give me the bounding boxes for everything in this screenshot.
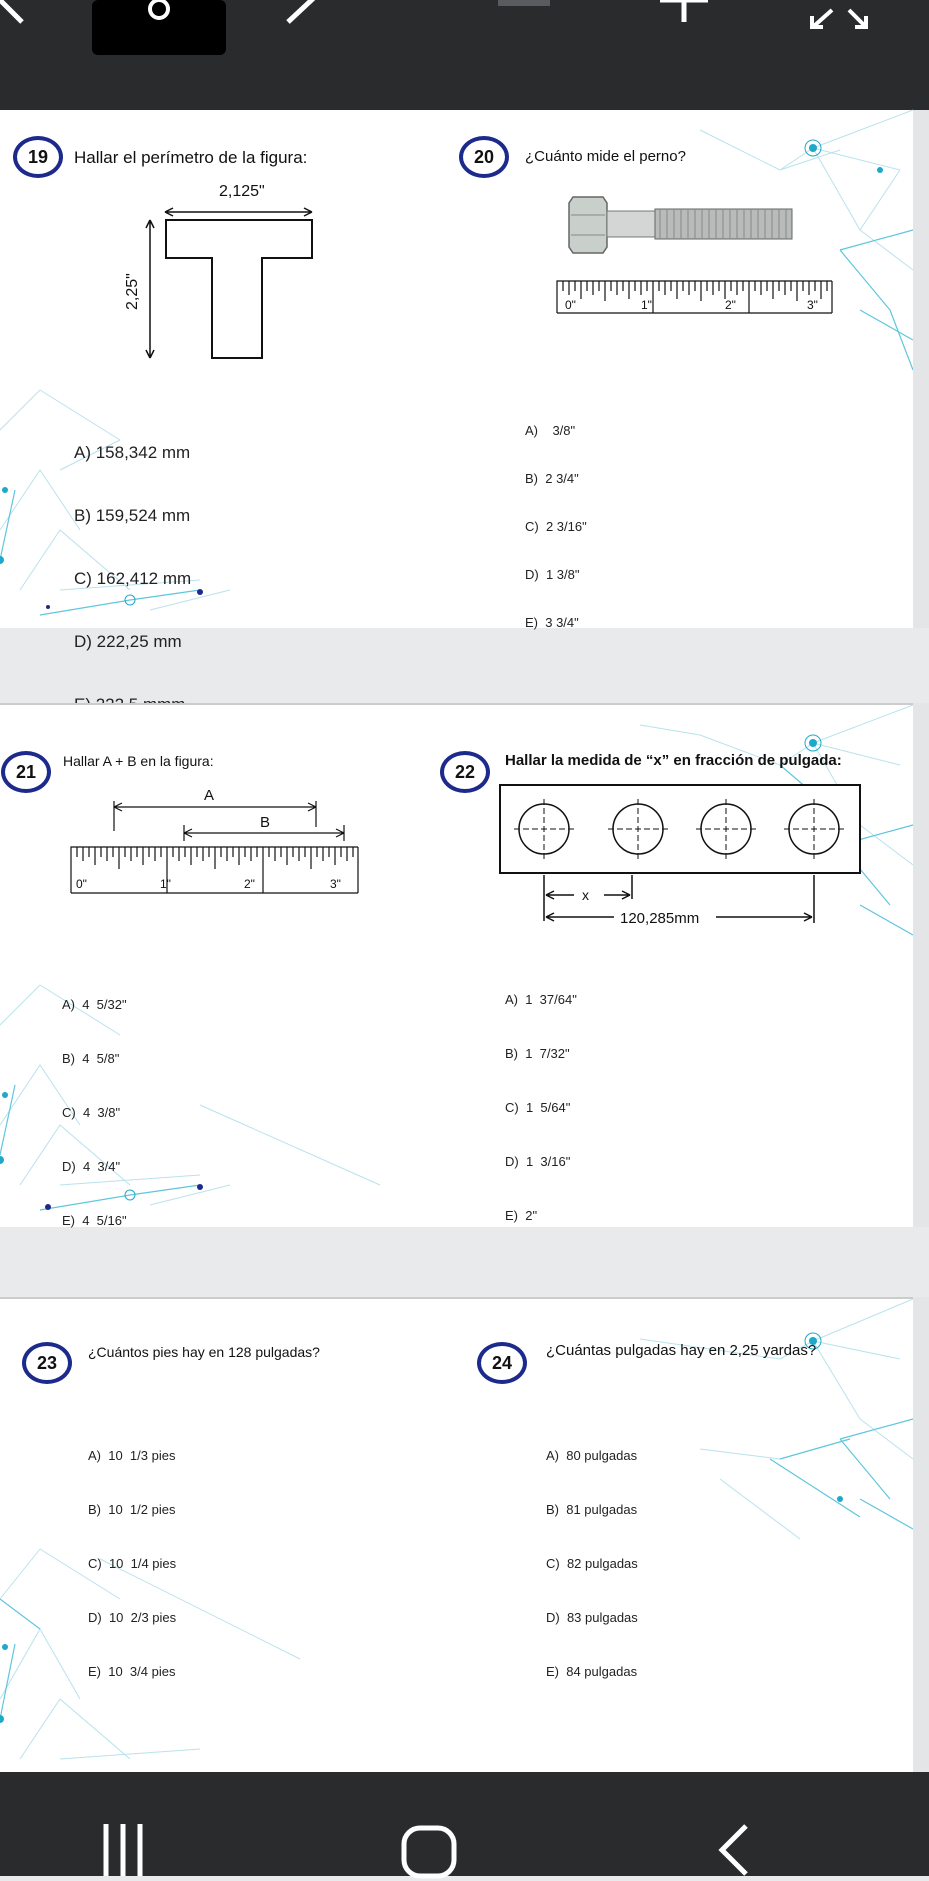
question-23-text: ¿Cuántos pies hay en 128 pulgadas? [88, 1344, 320, 1360]
option-b[interactable]: B) 159,524 mm [74, 506, 191, 525]
question-23-options [88, 1411, 176, 1717]
option-d[interactable]: D) 10 2/3 pies [88, 1610, 177, 1625]
question-21-text: Hallar A + B en la figura: [63, 753, 214, 769]
bolt-ruler-figure [555, 195, 845, 315]
option-d[interactable]: D) 83 pulgadas [546, 1610, 638, 1625]
question-24-text: ¿Cuántas pulgadas hay en 2,25 yardas? [546, 1342, 817, 1359]
ruler-ab-figure [68, 785, 368, 895]
slide-edge [913, 703, 929, 1227]
slide-edge [913, 1297, 929, 1772]
label-total: 120,285mm [620, 910, 700, 927]
expand-icon[interactable] [812, 10, 866, 27]
option-c[interactable]: C) 4 3/8" [62, 1105, 121, 1120]
question-22-options [505, 955, 577, 1261]
recent-apps-icon[interactable] [106, 1824, 140, 1876]
ruler-label-1: 1" [641, 298, 652, 312]
width-dimension-label: 2,125" [219, 183, 265, 200]
option-b[interactable]: B) 4 5/8" [62, 1051, 120, 1066]
slide-edge [913, 110, 929, 628]
ruler-label-2: 2" [244, 877, 255, 891]
handle-icon [498, 0, 550, 6]
ruler-label-1: 1" [160, 877, 171, 891]
top-toolbar-icons [0, 0, 929, 110]
plate-holes-figure [498, 781, 863, 931]
question-number-22: 22 [440, 751, 490, 793]
option-e[interactable]: E) 2" [505, 1208, 538, 1223]
option-b[interactable]: B) 10 1/2 pies [88, 1502, 176, 1517]
option-a[interactable]: A) 158,342 mm [74, 443, 191, 462]
question-number-19: 19 [13, 136, 63, 178]
option-d[interactable]: D) 1 3/16" [505, 1154, 571, 1169]
back-icon[interactable] [722, 1826, 746, 1874]
option-d[interactable]: D) 4 3/4" [62, 1159, 121, 1174]
question-19-text: Hallar el perímetro de la figura: [74, 148, 308, 167]
question-20-text: ¿Cuánto mide el perno? [525, 148, 686, 165]
option-d[interactable]: D) 1 3/8" [525, 567, 580, 582]
height-dimension-arrow [146, 220, 154, 358]
option-a[interactable]: A) 4 5/32" [62, 997, 127, 1012]
question-20-options [525, 391, 587, 663]
slide-questions-19-20 [0, 110, 913, 651]
question-22-text: Hallar la medida de “x” en fracción de pulgada: [505, 752, 842, 769]
option-c[interactable]: C) 10 1/4 pies [88, 1556, 177, 1571]
ruler-ticks [71, 847, 358, 893]
option-c[interactable]: C) 1 5/64" [505, 1100, 571, 1115]
dimension-a [114, 801, 316, 831]
android-nav-bar [0, 1772, 929, 1876]
question-number-23: 23 [22, 1342, 72, 1384]
option-e[interactable]: E) 84 pulgadas [546, 1664, 638, 1679]
question-21-options [62, 960, 127, 1266]
slide-questions-21-22 [0, 703, 913, 1227]
ruler-label-3: 3" [807, 298, 818, 312]
bolt-shank [607, 211, 655, 237]
label-x: x [582, 887, 589, 903]
label-b: B [260, 814, 271, 831]
bolt-head [569, 197, 607, 253]
option-a[interactable]: A) 80 pulgadas [546, 1448, 638, 1463]
option-a[interactable]: A) 10 1/3 pies [88, 1448, 176, 1463]
forward-arrow-icon[interactable] [288, 0, 318, 22]
ruler-label-0: 0" [565, 298, 576, 312]
ruler-label-2: 2" [725, 298, 736, 312]
slide-questions-23-24 [0, 1297, 913, 1772]
tab-switcher-button[interactable] [92, 0, 226, 55]
ruler-label-0: 0" [76, 877, 87, 891]
option-b[interactable]: B) 2 3/4" [525, 471, 579, 486]
option-e[interactable]: E) 10 3/4 pies [88, 1664, 176, 1679]
top-toolbar [0, 0, 929, 110]
add-icon[interactable] [660, 0, 708, 22]
question-number-20: 20 [459, 136, 509, 178]
height-dimension-label: 2,25" [124, 273, 141, 310]
question-number-21: 21 [1, 751, 51, 793]
width-dimension-arrow [165, 208, 312, 216]
option-b[interactable]: B) 1 7/32" [505, 1046, 570, 1061]
label-a: A [204, 787, 215, 804]
option-e[interactable]: E) 4 5/16" [62, 1213, 127, 1228]
option-e[interactable]: E) 3 3/4" [525, 615, 579, 630]
back-chevron-icon[interactable] [0, 0, 22, 22]
option-d[interactable]: D) 222,25 mm [74, 632, 182, 651]
question-24-options [546, 1411, 638, 1717]
option-c[interactable]: C) 2 3/16" [525, 519, 587, 534]
ruler-label-3: 3" [330, 877, 341, 891]
option-a[interactable]: A) 1 37/64" [505, 992, 577, 1007]
option-c[interactable]: C) 162,412 mm [74, 569, 192, 588]
t-shape-figure [120, 180, 330, 370]
question-number-24: 24 [477, 1342, 527, 1384]
t-shape-outline [166, 220, 312, 358]
nav-bar-icons [0, 1772, 929, 1876]
option-c[interactable]: C) 82 pulgadas [546, 1556, 638, 1571]
home-icon[interactable] [404, 1828, 454, 1876]
option-a[interactable]: A) 3/8" [525, 423, 576, 438]
option-b[interactable]: B) 81 pulgadas [546, 1502, 638, 1517]
